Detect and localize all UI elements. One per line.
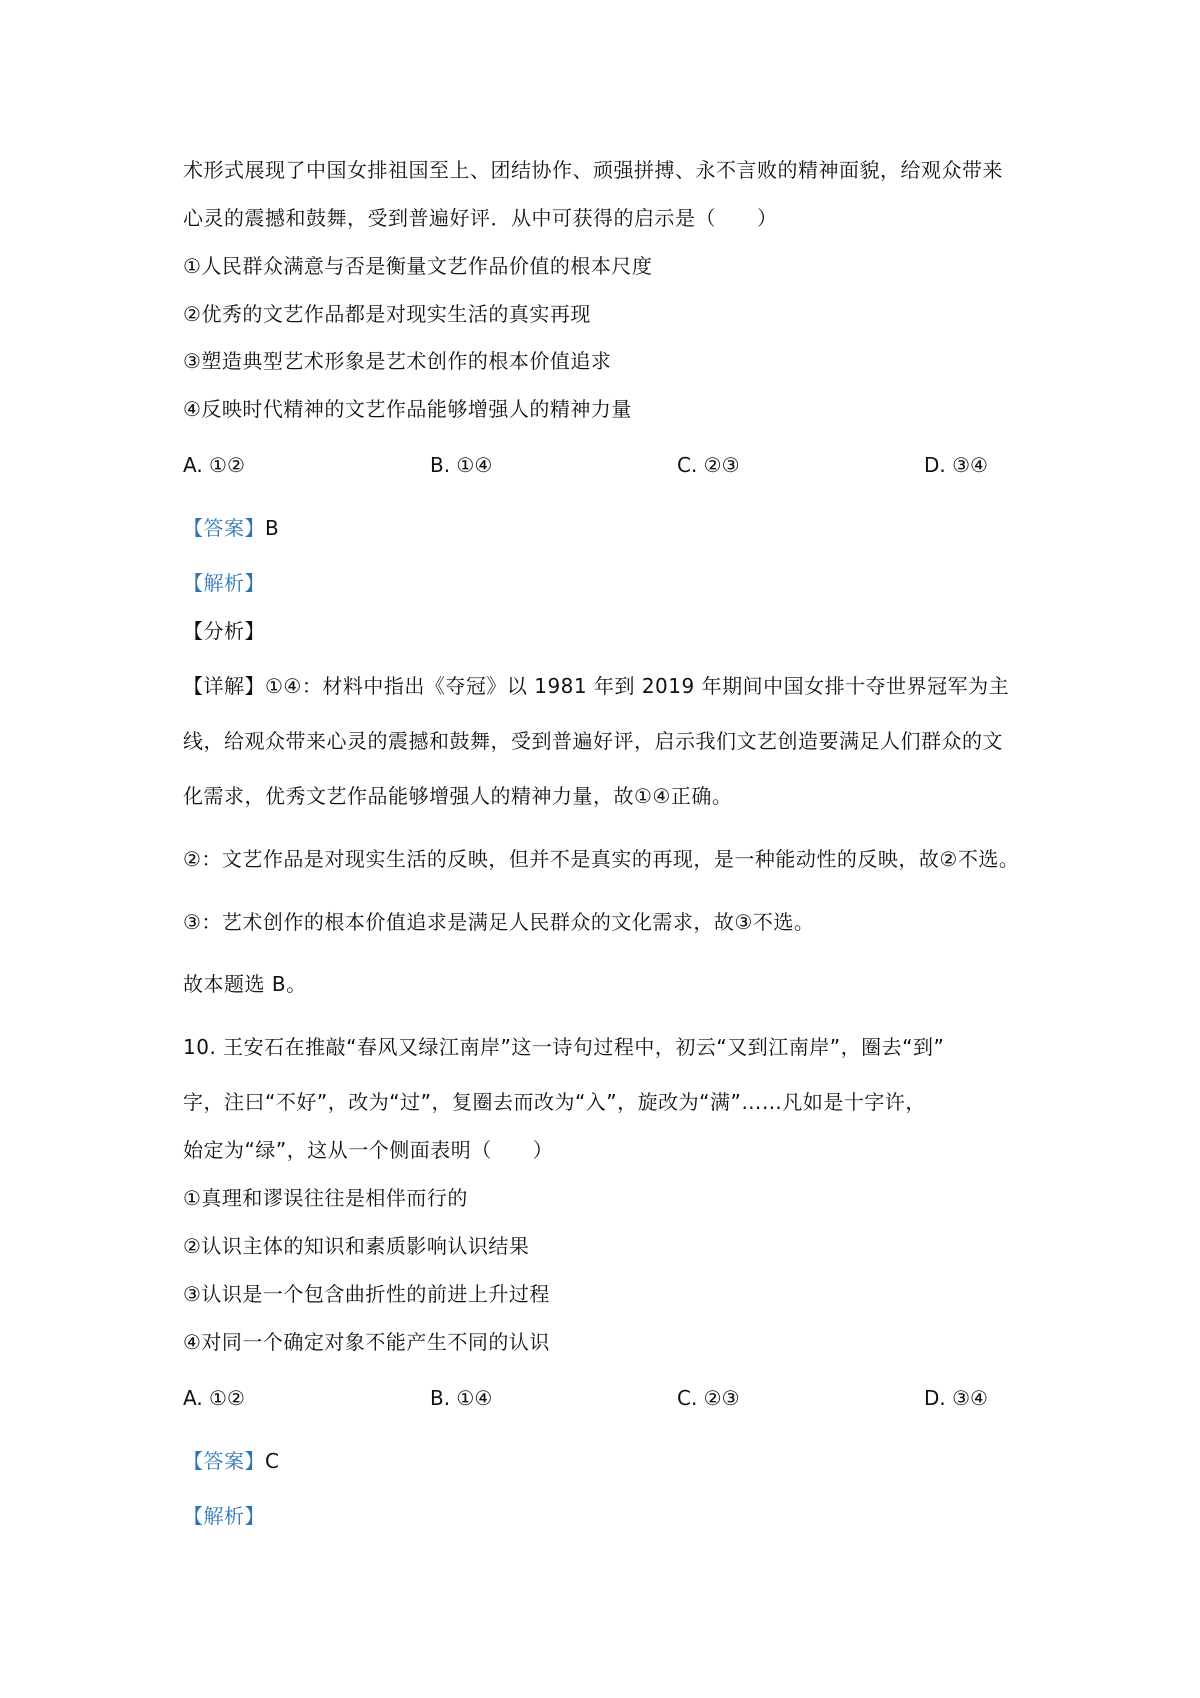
q9-statement-1: ①人民群众满意与否是衡量文艺作品价值的根本尺度: [183, 254, 653, 278]
q10-option-d: D. ③④: [924, 1386, 988, 1410]
q9-stem-line-2: 心灵的震撼和鼓舞，受到普遍好评．从中可获得的启示是（ ）: [183, 206, 778, 230]
q9-answer: [183, 515, 279, 541]
q10-option-c: C. ②③: [677, 1386, 740, 1410]
q9-detail-line-1: [183, 673, 1009, 699]
q10-option-b: B. ①④: [430, 1386, 493, 1410]
q10-statement-2: ②认识主体的知识和素质影响认识结果: [183, 1234, 530, 1258]
answer-value: C: [265, 1449, 280, 1473]
q10-analysis: [183, 1503, 265, 1529]
q10-statement-3: ③认识是一个包含曲折性的前进上升过程: [183, 1282, 550, 1306]
q10-statement-4: ④对同一个确定对象不能产生不同的认识: [183, 1330, 550, 1354]
q9-detail-line-2: 线，给观众带来心灵的震撼和鼓舞，受到普遍好评，启示我们文艺创造要满足人们群众的文: [183, 729, 1003, 753]
q10-stem-line-1: 10. 王安石在推敲“春风又绿江南岸”这一诗句过程中，初云“又到江南岸”，圈去“到”: [183, 1035, 945, 1059]
analysis-tag: 【解析】: [183, 1504, 265, 1528]
q9-stem-line-1: 术形式展现了中国女排祖国至上、团结协作、顽强拼搏、永不言败的精神面貌，给观众带来: [183, 158, 1003, 182]
q9-option-a: A. ①②: [183, 453, 245, 477]
q9-option-c: C. ②③: [677, 453, 740, 477]
q10-option-a: A. ①②: [183, 1386, 245, 1410]
q9-detail-line-3: 化需求，优秀文艺作品能够增强人的精神力量，故①④正确。: [183, 784, 733, 808]
answer-value: B: [265, 516, 280, 540]
q9-statement-4: ④反映时代精神的文艺作品能够增强人的精神力量: [183, 397, 632, 421]
q10-stem-line-3: 始定为“绿”，这从一个侧面表明（ ）: [183, 1138, 554, 1162]
analysis-tag: 【解析】: [183, 571, 265, 595]
q10-stem-line-2: 字，注曰“不好”，改为“过”，复圈去而改为“入”，旋改为“满”……凡如是十字许，: [183, 1090, 926, 1114]
q9-statement-2: ②优秀的文艺作品都是对现实生活的真实再现: [183, 302, 591, 326]
q9-analysis-sub: 【分析】: [183, 619, 265, 643]
detail-tag: 【详解】: [183, 674, 265, 698]
answer-tag: 【答案】: [183, 516, 265, 540]
q9-option-d: D. ③④: [924, 453, 988, 477]
detail-text: ①④：材料中指出《夺冠》以 1981 年到 2019 年期间中国女排十夺世界冠军为主: [265, 674, 1010, 698]
answer-tag: 【答案】: [183, 1449, 265, 1473]
q9-detail-line-4: ②：文艺作品是对现实生活的反映，但并不是真实的再现，是一种能动性的反映，故②不选。: [183, 847, 1020, 871]
q9-statement-3: ③塑造典型艺术形象是艺术创作的根本价值追求: [183, 349, 612, 373]
q9-option-b: B. ①④: [430, 453, 493, 477]
q9-detail-line-5: ③：艺术创作的根本价值追求是满足人民群众的文化需求，故③不选。: [183, 910, 815, 934]
q10-answer: [183, 1448, 279, 1474]
q9-detail-line-6: 故本题选 B。: [183, 972, 307, 996]
q9-analysis: [183, 570, 265, 596]
q10-statement-1: ①真理和谬误往往是相伴而行的: [183, 1186, 468, 1210]
